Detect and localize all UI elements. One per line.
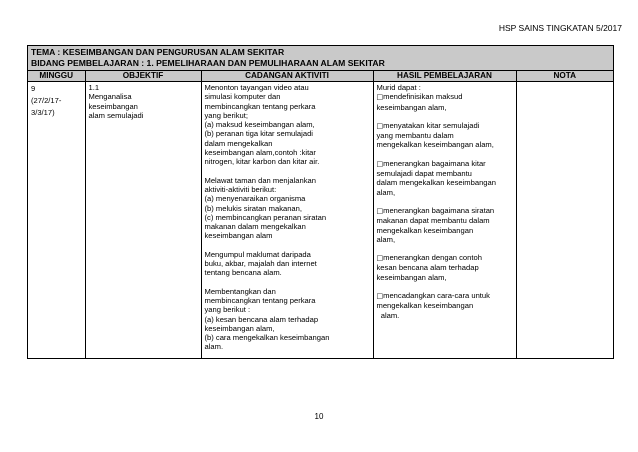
outcome-item <box>377 206 513 244</box>
page-number: 10 <box>314 412 324 421</box>
activity-block <box>205 287 370 352</box>
activity-line: (c) membincangkan peranan siratan <box>204 212 327 222</box>
activity-line: keseimbangan alam, <box>204 323 275 333</box>
activity-line: tentang bencana alam. <box>204 268 282 278</box>
week-date-start: (27/2/17- <box>31 96 62 105</box>
col-header-minggu: MINGGU <box>28 71 85 82</box>
checkbox-bullet-icon: □ <box>376 292 384 301</box>
activity-line: Mengumpul maklumat daripada <box>204 249 311 259</box>
objective-text: keseimbangan <box>88 101 138 111</box>
outcome-line: menerangkan dengan contoh <box>383 253 482 263</box>
minggu-cell <box>28 82 85 358</box>
table-row <box>28 82 613 358</box>
col-header-aktiviti: CADANGAN AKTIVITI <box>201 71 373 82</box>
outcome-item <box>377 121 513 150</box>
outcome-line: menerangkan bagaimana siratan <box>383 205 495 215</box>
outcome-line: alam, <box>376 234 396 244</box>
objective-text: alam semulajadi <box>88 110 144 120</box>
outcome-line: makanan dapat membantu dalam <box>376 216 490 226</box>
activity-line: alam. <box>204 342 224 352</box>
checkbox-bullet-icon: □ <box>376 159 384 168</box>
document-header: HSP SAINS TINGKATAN 5/2017 <box>498 23 622 33</box>
outcome-item <box>377 291 513 320</box>
activity-line: Melawat taman dan menjalankan <box>204 175 316 185</box>
activity-block <box>205 250 370 278</box>
hasil-cell <box>373 82 516 358</box>
objektif-cell <box>85 82 201 358</box>
outcome-line: alam, <box>376 187 396 197</box>
activity-line: (a) maksud keseimbangan alam, <box>204 120 315 130</box>
lesson-plan-table <box>27 45 614 359</box>
outcome-line: mengekalkan keseimbangan <box>376 301 474 311</box>
activity-line: (a) menyenaraikan organisma <box>204 194 306 204</box>
col-header-nota: NOTA <box>516 71 613 82</box>
objective-text: Menganalisa <box>88 92 132 102</box>
outcome-line: kesan bencana alam terhadap <box>376 263 479 273</box>
outcome-item <box>377 253 513 282</box>
outcome-line: keseimbangan alam, <box>376 272 447 282</box>
activity-line: nitrogen, kitar karbon dan kitar air. <box>204 157 320 167</box>
outcome-line: mendefinisikan maksud <box>383 92 463 102</box>
col-header-hasil: HASIL PEMBELAJARAN <box>373 71 516 82</box>
activity-line: (a) kesan bencana alam terhadap <box>204 314 319 324</box>
activity-line: simulasi komputer dan <box>204 92 281 102</box>
outcome-line: keseimbangan alam, <box>376 102 447 112</box>
aktiviti-cell <box>201 82 373 358</box>
checkbox-bullet-icon: □ <box>376 93 384 102</box>
activity-line: yang berikut; <box>204 110 248 120</box>
activity-line: (b) peranan tiga kitar semulajadi <box>204 129 313 139</box>
activity-line: yang berikut : <box>204 305 251 315</box>
activity-line: keseimbangan alam,contoh :kitar <box>204 148 316 158</box>
outcome-line: menyatakan kitar semulajadi <box>383 120 480 130</box>
theme-title: TEMA : KESEIMBANGAN DAN PENGURUSAN ALAM SEKITAR <box>31 47 285 57</box>
header-row <box>28 71 613 82</box>
activity-line: membincangkan tentang perkara <box>204 101 316 111</box>
outcome-line: mencadangkan cara-cara untuk <box>383 291 490 301</box>
learning-area-title: BIDANG PEMBELAJARAN : 1. PEMELIHARAAN DAN PEMULIHARAAN ALAM SEKITAR <box>31 58 385 68</box>
week-date-end: 3/3/17) <box>31 108 55 117</box>
plan-grid <box>28 71 613 358</box>
outcome-line: yang membantu dalam <box>376 131 454 141</box>
week-number: 9 <box>31 84 36 93</box>
objective-code: 1.1 <box>88 83 100 92</box>
activity-line: makanan dalam mengekalkan <box>204 222 306 232</box>
activity-line: keseimbangan alam <box>204 231 273 241</box>
col-header-objektif: OBJEKTIF <box>85 71 201 82</box>
activity-line: Menonton tayangan video atau <box>204 83 309 92</box>
outcome-line: semulajadi dapat membantu <box>376 169 472 179</box>
activity-line: (b) melukis siratan makanan, <box>204 203 302 213</box>
nota-cell <box>516 82 613 358</box>
activity-line: aktiviti-aktiviti berikut: <box>204 184 277 194</box>
theme-banner <box>28 46 613 71</box>
outcome-line: alam. <box>376 310 400 320</box>
outcome-line: dalam mengekalkan keseimbangan <box>376 178 496 188</box>
checkbox-bullet-icon: □ <box>376 121 384 130</box>
activity-line: (b) cara mengekalkan keseimbangan <box>204 333 330 343</box>
activity-line: membincangkan tentang perkara <box>204 295 316 305</box>
outcome-item <box>377 159 513 197</box>
outcome-line: mengekalkan keseimbangan <box>376 225 474 235</box>
outcome-intro: Murid dapat : <box>376 83 421 92</box>
activity-line: buku, akbar, majalah dan internet <box>204 259 317 269</box>
outcome-line: menerangkan bagaimana kitar <box>383 158 486 168</box>
activity-block <box>205 83 370 167</box>
checkbox-bullet-icon: □ <box>376 254 384 263</box>
activity-block <box>205 176 370 241</box>
activity-line: Membentangkan dan <box>204 286 276 296</box>
outcome-item <box>377 92 513 112</box>
checkbox-bullet-icon: □ <box>376 206 384 215</box>
outcome-line: mengekalkan keseimbangan alam, <box>376 140 494 150</box>
activity-line: dalam mengekalkan <box>204 138 273 148</box>
